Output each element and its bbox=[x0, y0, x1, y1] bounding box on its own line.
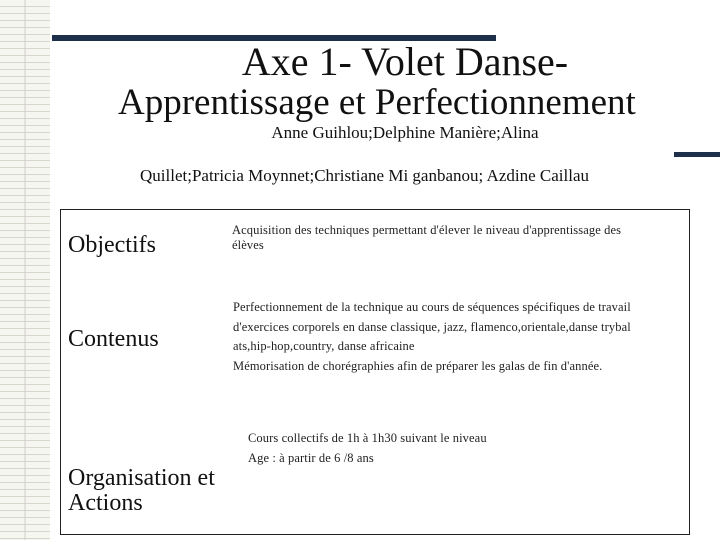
objectifs-label: Objectifs bbox=[68, 232, 156, 258]
slide-title-line2: Apprentissage et Perfectionnement bbox=[118, 82, 636, 123]
objectifs-text: Acquisition des techniques permettant d'élever le niveau d'apprentissage des élèves bbox=[232, 223, 622, 252]
contenus-line: Perfectionnement de la technique au cours de séquences spécifiques de travail d'exercices corporels en danse classique, jazz, flamenco,orientale,danse trybal ats,hip-hop,country, danse africaine bbox=[233, 300, 631, 353]
authors-line2: Quillet;Patricia Moynnet;Christiane Mi ganbanou; Azdine Caillau bbox=[140, 166, 589, 185]
contenus-line: Mémorisation de chorégraphies afin de préparer les galas de fin d'année. bbox=[233, 358, 603, 373]
contenus-label: Contenus bbox=[68, 326, 159, 352]
organisation-label: Organisation et Actions bbox=[68, 465, 215, 516]
organisation-text bbox=[248, 429, 648, 468]
organisation-line: Age : à partir de 6 /8 ans bbox=[248, 450, 374, 465]
slide-title-line1: Axe 1- Volet Danse- bbox=[241, 39, 569, 84]
authors-line1: Anne Guihlou;Delphine Manière;Alina bbox=[271, 123, 539, 142]
organisation-line: Cours collectifs de 1h à 1h30 suivant le niveau bbox=[248, 431, 487, 445]
right-accent-rule bbox=[674, 152, 720, 157]
contenus-text bbox=[233, 298, 653, 376]
